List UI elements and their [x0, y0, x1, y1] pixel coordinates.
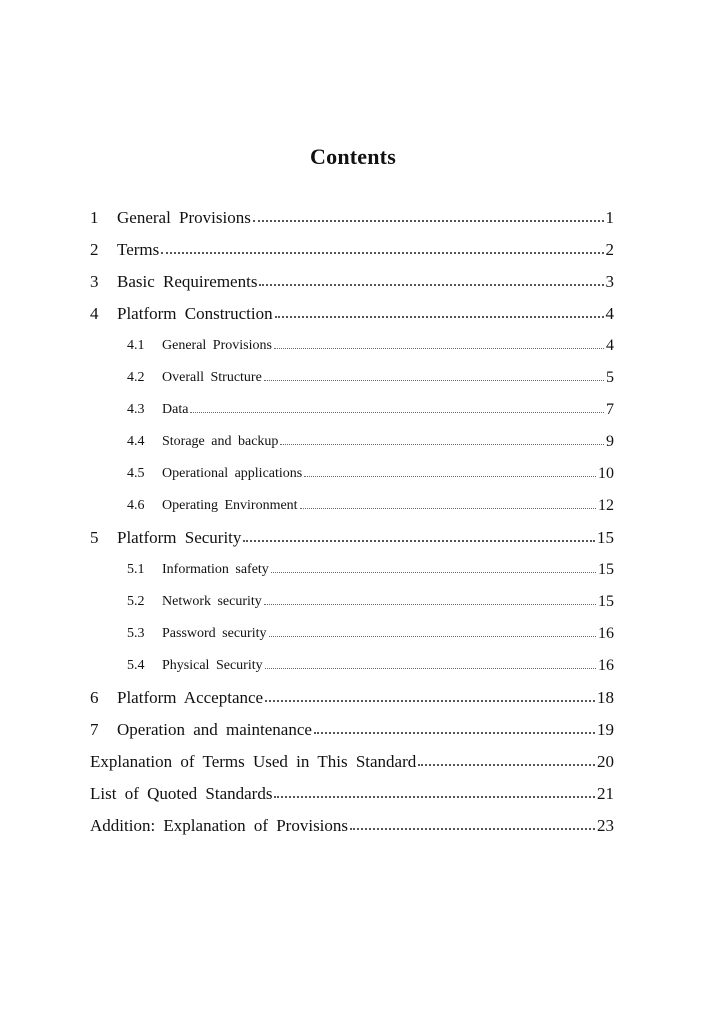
toc-entry-title: Terms — [117, 240, 160, 259]
toc-entry-number: 5.1 — [127, 562, 145, 577]
toc-entry-page: 4 — [606, 337, 614, 354]
dot-leader — [271, 571, 596, 573]
toc-entry-title: General Provisions — [117, 208, 251, 227]
toc-entry-page: 23 — [597, 816, 614, 835]
toc-entry-number: 4.3 — [127, 402, 145, 417]
dot-leader — [265, 667, 596, 669]
dot-leader — [264, 379, 604, 381]
toc-entry-1[interactable] — [90, 202, 614, 234]
toc-entry-number: 4.5 — [127, 466, 145, 481]
toc-entry-4-4[interactable] — [90, 426, 614, 458]
toc-entry-page: 16 — [598, 657, 614, 674]
toc-entry-number: 6 — [90, 688, 99, 707]
toc-entry-5-3[interactable] — [90, 618, 614, 650]
toc-entry-page: 1 — [605, 208, 614, 227]
toc-entry-7[interactable] — [90, 714, 614, 746]
dot-leader — [265, 699, 595, 702]
dot-leader — [314, 731, 595, 734]
page-title: Contents — [310, 144, 396, 169]
dot-leader — [259, 283, 603, 286]
toc-entry-title: Basic Requirements — [117, 272, 258, 291]
dot-leader — [274, 347, 604, 349]
toc-entry-5-2[interactable] — [90, 586, 614, 618]
toc-entry-number: 2 — [90, 240, 99, 259]
toc-entry-4-1[interactable] — [90, 330, 614, 362]
toc-entry-number: 7 — [90, 720, 99, 739]
dot-leader — [300, 507, 596, 509]
dot-leader — [350, 827, 595, 830]
toc-entry-6[interactable] — [90, 682, 614, 714]
toc-entry-3[interactable] — [90, 266, 614, 298]
toc-entry-page: 4 — [605, 304, 614, 323]
toc-entry-number: 4 — [90, 304, 99, 323]
toc-entry-page: 21 — [597, 784, 614, 803]
toc-entry-number: 4.1 — [127, 338, 145, 353]
toc-entry-page: 20 — [597, 752, 614, 771]
toc-entry-page: 2 — [605, 240, 614, 259]
dot-leader — [243, 539, 595, 542]
toc-entry-number: 4.2 — [127, 370, 145, 385]
toc-entry-title: Storage and backup — [162, 434, 279, 449]
toc-entry-4-2[interactable] — [90, 362, 614, 394]
toc-entry-number: 1 — [90, 208, 99, 227]
toc-entry-number: 5.2 — [127, 594, 145, 609]
toc-entry-4-5[interactable] — [90, 458, 614, 490]
toc-entry-title: Network security — [162, 594, 262, 609]
toc-entry-5[interactable] — [90, 522, 614, 554]
toc-entry-title: Information safety — [162, 562, 269, 577]
toc-entry-5-4[interactable] — [90, 650, 614, 682]
toc-entry-number: 4.4 — [127, 434, 145, 449]
dot-leader — [304, 475, 596, 477]
toc-entry-5-1[interactable] — [90, 554, 614, 586]
toc-entry-title: Platform Security — [117, 528, 242, 547]
dot-leader — [274, 795, 595, 798]
dot-leader — [418, 763, 595, 766]
toc-entry-page: 5 — [606, 369, 614, 386]
toc-entry-page: 15 — [598, 593, 614, 610]
toc-entry-2[interactable] — [90, 234, 614, 266]
toc-entry-quoted-standards[interactable] — [90, 778, 614, 810]
toc-entry-number: 5.3 — [127, 626, 145, 641]
dot-leader — [264, 603, 596, 605]
toc-entry-title: Password security — [162, 626, 267, 641]
toc-entry-title: Physical Security — [162, 658, 263, 673]
toc-entry-number: 5.4 — [127, 658, 145, 673]
toc-entry-title: Platform Construction — [117, 304, 273, 323]
dot-leader — [161, 251, 603, 254]
toc-entry-title: List of Quoted Standards — [90, 784, 273, 803]
toc-entry-explanation-of-terms[interactable] — [90, 746, 614, 778]
dot-leader — [275, 315, 604, 318]
dot-leader — [269, 635, 597, 637]
toc-entry-page: 12 — [598, 497, 614, 514]
dot-leader — [190, 411, 604, 413]
dot-leader — [253, 219, 604, 222]
toc-entry-title: Operating Environment — [162, 498, 298, 513]
toc-entry-title: General Provisions — [162, 338, 272, 353]
toc-entry-title: Addition: Explanation of Provisions — [90, 816, 349, 835]
toc-entry-explanation-of-provisions[interactable] — [90, 810, 614, 842]
toc-entry-page: 9 — [606, 433, 614, 450]
toc-entry-number: 3 — [90, 272, 99, 291]
toc-entry-page: 18 — [597, 688, 614, 707]
toc-entry-page: 19 — [597, 720, 614, 739]
toc-entry-title: Platform Acceptance — [117, 688, 264, 707]
toc-entry-title: Data — [162, 402, 189, 417]
toc-entry-page: 7 — [606, 401, 614, 418]
toc-entry-page: 15 — [597, 528, 614, 547]
toc-entry-title: Overall Structure — [162, 370, 262, 385]
toc-entry-page: 16 — [598, 625, 614, 642]
toc-entry-number: 4.6 — [127, 498, 145, 513]
toc-entry-number: 5 — [90, 528, 99, 547]
toc-entry-page: 3 — [605, 272, 614, 291]
dot-leader — [280, 443, 604, 445]
toc-entry-title: Operation and maintenance — [117, 720, 312, 739]
toc-entry-title: Operational applications — [162, 466, 303, 481]
toc-entry-title: Explanation of Terms Used in This Standard — [90, 752, 417, 771]
toc-entry-4[interactable] — [90, 298, 614, 330]
toc-entry-page: 15 — [598, 561, 614, 578]
toc-entry-4-6[interactable] — [90, 490, 614, 522]
table-of-contents — [90, 202, 614, 842]
toc-entry-page: 10 — [598, 465, 614, 482]
toc-entry-4-3[interactable] — [90, 394, 614, 426]
